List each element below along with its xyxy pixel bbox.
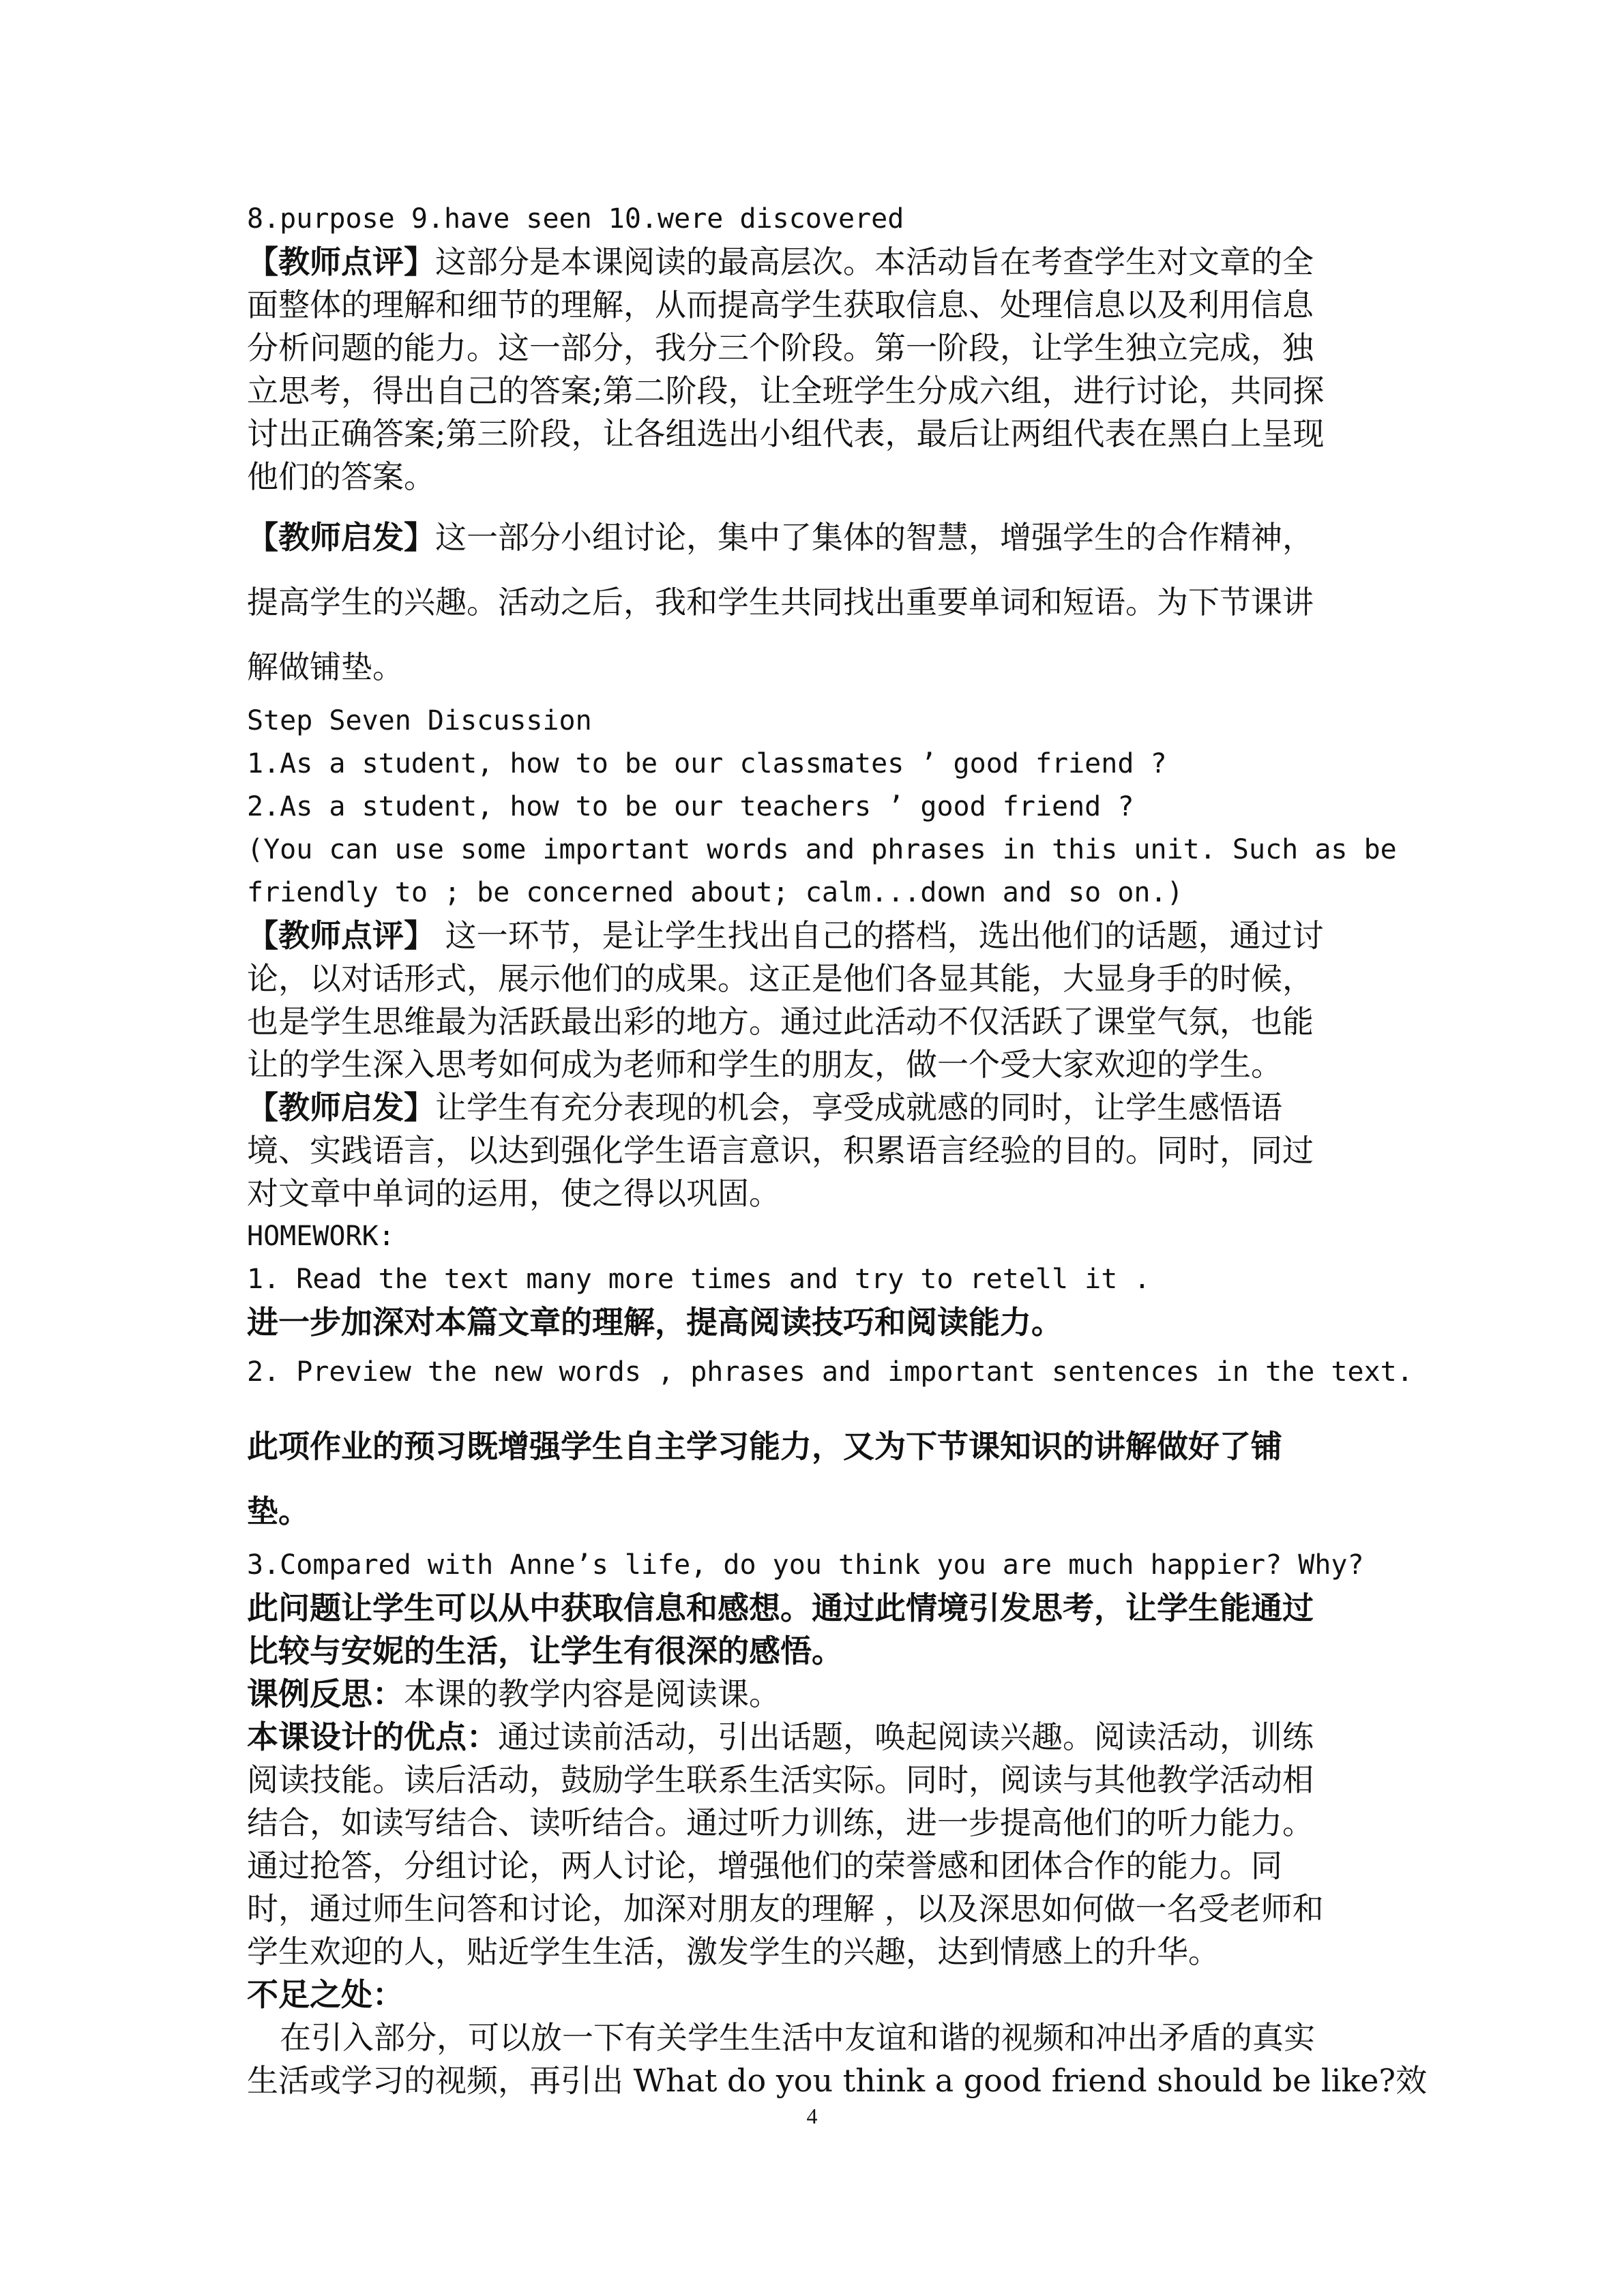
homework-note: 进一步加深对本篇文章的理解，提高阅读技巧和阅读能力。 — [247, 1304, 1063, 1341]
discussion-hint: (You can use some important words and phrases in this unit. Such as be — [247, 834, 1397, 865]
teacher-inspiration-1 — [247, 505, 1393, 700]
advantages-text: 学生欢迎的人，贴近学生生活，激发学生的兴趣，达到情感上的升华。 — [247, 1933, 1220, 1970]
advantages-text: 通过读前活动，引出话题，唤起阅读兴趣。阅读活动，训练 — [498, 1718, 1314, 1755]
discussion-question: 2.As a student, how to be our teachers ’ good friend ? — [247, 791, 1134, 822]
shortcomings-label: 不足之处： — [247, 1976, 404, 2013]
advantages-text: 时，通过师生问答和讨论，加深对朋友的理解 ，以及深思如何做一名受老师和 — [247, 1890, 1324, 1927]
teacher-review-1 — [247, 241, 1393, 498]
section-heading: Step Seven Discussion — [247, 705, 592, 736]
homework-item: 1. Read the text many more times and try to retell it . — [247, 1264, 1151, 1295]
homework-heading: HOMEWORK: — [247, 1221, 395, 1252]
review-text: 他们的答案。 — [247, 458, 435, 495]
homework-note: 垫。 — [247, 1493, 310, 1530]
step-seven-section — [247, 700, 1397, 914]
inspiration-text: 这一部分小组讨论，集中了集体的智慧，增强学生的合作精神， — [435, 519, 1314, 556]
document-page — [247, 198, 1428, 2102]
discussion-question: 1.As a student, how to be our classmates ’ good friend ? — [247, 748, 1167, 779]
homework-note: 此项作业的预习既增强学生自主学习能力，又为下节课知识的讲解做好了铺 — [247, 1428, 1282, 1465]
inspiration-text: 提高学生的兴趣。活动之后，我和学生共同找出重要单词和短语。为下节课讲 — [247, 584, 1314, 621]
review-label: 【教师点评】 — [247, 917, 435, 954]
reflection-text: 本课的教学内容是阅读课。 — [404, 1675, 780, 1712]
shortcomings-text: 在引入部分，可以放一下有关学生生活中友谊和谐的视频和冲出矛盾的真实 — [280, 2019, 1315, 2056]
advantages-label: 本课设计的优点： — [247, 1718, 498, 1755]
teacher-inspiration-2 — [247, 1086, 1393, 1215]
review-text: 立思考，得出自己的答案;第二阶段，让全班学生分成六组，进行讨论，共同探 — [247, 372, 1325, 409]
review-text: 让的学生深入思考如何成为老师和学生的朋友，做一个受大家欢迎的学生。 — [247, 1046, 1282, 1083]
inspiration-label: 【教师启发】 — [247, 519, 435, 556]
discussion-hint: friendly to ; be concerned about; calm...down and so on.) — [247, 877, 1183, 908]
lesson-reflection — [247, 1673, 1393, 1716]
homework-note: 比较与安妮的生活，让学生有很深的感悟。 — [247, 1632, 843, 1669]
inspiration-text: 解做铺垫。 — [247, 648, 404, 685]
review-text: 这部分是本课阅读的最高层次。本活动旨在考查学生对文章的全 — [435, 243, 1314, 280]
advantages-text: 阅读技能。读后活动，鼓励学生联系生活实际。同时，阅读与其他教学活动相 — [247, 1761, 1314, 1798]
shortcomings-text: 生活或学习的视频，再引出 What do you think a good friend should be like?效 — [247, 2062, 1428, 2099]
homework-note: 此问题让学生可以从中获取信息和感想。通过此情境引发思考，让学生能通过 — [247, 1590, 1314, 1626]
review-text: 分析问题的能力。这一部分，我分三个阶段。第一阶段，让学生独立完成，独 — [247, 329, 1314, 366]
inspiration-label: 【教师启发】 — [247, 1089, 435, 1126]
review-text: 论，以对话形式，展示他们的成果。这正是他们各显其能，大显身手的时候， — [247, 960, 1314, 997]
page-number: 4 — [806, 2104, 818, 2128]
review-text: 也是学生思维最为活跃最出彩的地方。通过此活动不仅活跃了课堂气氛，也能 — [247, 1003, 1314, 1040]
homework-item: 2. Preview the new words , phrases and important sentences in the text. — [247, 1356, 1413, 1388]
homework-section — [247, 1215, 1413, 1673]
review-text: 这一环节，是让学生找出自己的搭档，选出他们的话题，通过讨 — [435, 917, 1324, 954]
review-label: 【教师点评】 — [247, 243, 435, 280]
advantages-text: 结合，如读写结合、读听结合。通过听力训练，进一步提高他们的听力能力。 — [247, 1804, 1314, 1841]
review-text: 面整体的理解和细节的理解，从而提高学生获取信息、处理信息以及利用信息 — [247, 286, 1314, 323]
inspiration-text: 境、实践语言，以达到强化学生语言意识，积累语言经验的目的。同时，同过 — [247, 1132, 1314, 1169]
reflection-label: 课例反思： — [247, 1675, 404, 1712]
review-text: 讨出正确答案;第三阶段，让各组选出小组代表，最后让两组代表在黑白上呈现 — [247, 415, 1325, 452]
inspiration-text: 让学生有充分表现的机会，享受成就感的同时，让学生感悟语 — [435, 1089, 1282, 1126]
inspiration-text: 对文章中单词的运用，使之得以巩固。 — [247, 1175, 780, 1212]
design-advantages — [247, 1716, 1393, 1973]
homework-item: 3.Compared with Anne’s life, do you think you are much happier? Why? — [247, 1549, 1364, 1581]
advantages-text: 通过抢答，分组讨论，两人讨论，增强他们的荣誉感和团体合作的能力。同 — [247, 1847, 1282, 1884]
teacher-review-2 — [247, 914, 1393, 1086]
shortcomings-section — [247, 1973, 1428, 2102]
answers-line: 8.purpose 9.have seen 10.were discovered — [247, 203, 904, 235]
